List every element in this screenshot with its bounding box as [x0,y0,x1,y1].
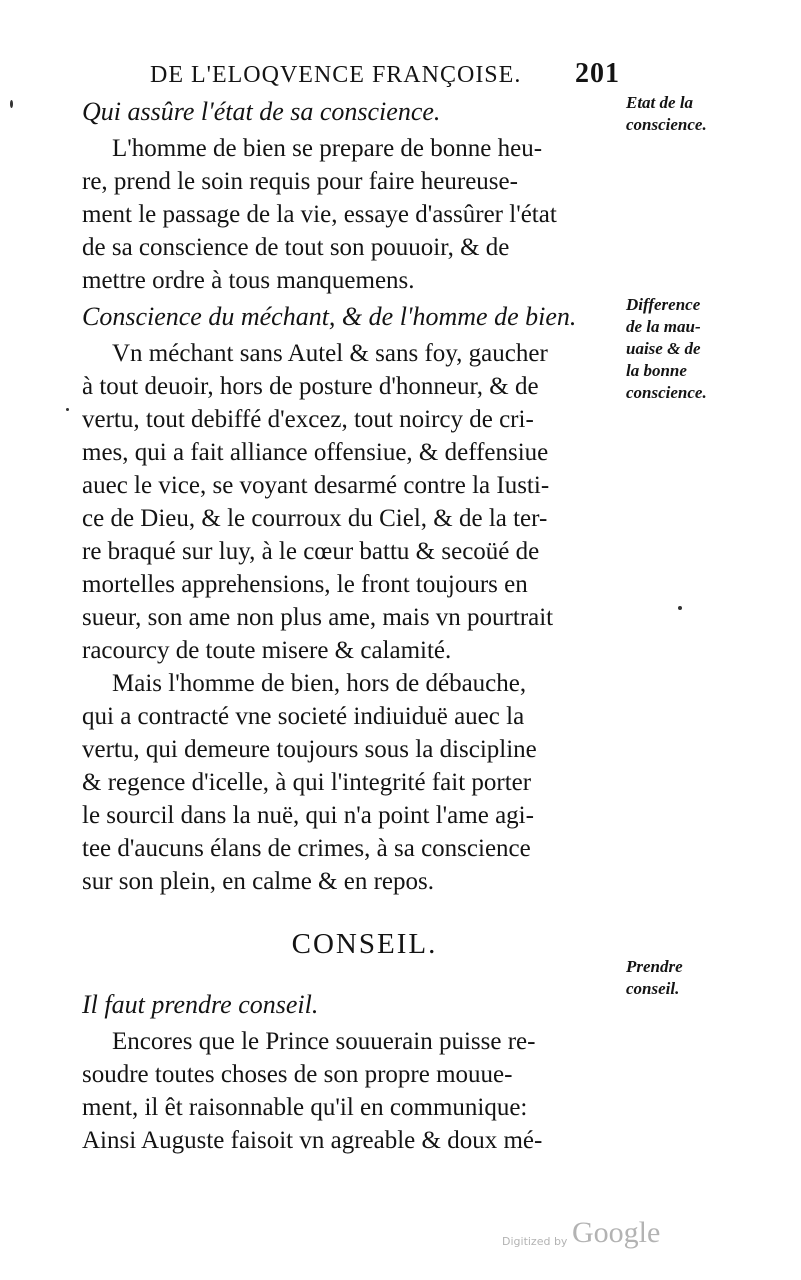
margin-note-line: uaise & de [626,339,701,358]
margin-note-line: Etat de la [626,93,694,112]
ink-speck [678,606,682,610]
watermark-caption: Digitized by [502,1235,568,1248]
text-line: vertu, qui demeure toujours sous la discipline [82,736,537,763]
margin-note [626,92,746,136]
text-line: re, prend le soin requis pour faire heureuse- [82,168,518,195]
ink-speck [66,408,69,411]
margin-note-line: de la mau- [626,317,701,336]
text-line: mettre ordre à tous manquemens. [82,267,415,294]
text-line: Ainsi Auguste faisoit vn agreable & doux mé- [82,1127,543,1154]
text-line: mortelles apprehensions, le front toujours en [82,571,528,598]
text-line: re braqué sur luy, à le cœur battu & secoüé de [82,538,540,565]
margin-note [626,294,746,404]
margin-note-line: Difference [626,295,701,314]
text-line: le sourcil dans la nuë, qui n'a point l'ame agi- [82,802,534,829]
text-line: ce de Dieu, & le courroux du Ciel, & de la ter- [82,505,548,532]
digitization-watermark [502,1216,682,1256]
margin-note-line: conscience. [626,383,707,402]
text-line: racourcy de toute misere & calamité. [82,637,452,664]
text-line: soudre toutes choses de son propre mouue- [82,1061,513,1088]
ink-speck [10,100,13,108]
text-line: Vn méchant sans Autel & sans foy, gaucher [112,340,548,367]
text-line: ment le passage de la vie, essaye d'assûrer l'état [82,201,557,228]
margin-note-line: la bonne [626,361,687,380]
text-line: Encores que le Prince souuerain puisse re- [112,1028,536,1055]
paragraph-title: Conscience du méchant, & de l'homme de bien. [82,302,577,331]
text-line: sur son plein, en calme & en repos. [82,868,434,895]
text-line: vertu, tout debiffé d'excez, tout noircy de cri- [82,406,534,433]
text-line: sueur, son ame non plus ame, mais vn pourtrait [82,604,554,631]
running-header [150,58,620,92]
section-heading: CONSEIL. [291,928,438,960]
text-line: ment, il êt raisonnable qu'il en communique: [82,1094,528,1121]
text-line: Mais l'homme de bien, hors de débauche, [112,670,527,697]
text-line: qui a contracté vne societé indiuiduë auec la [82,703,525,730]
text-line: tee d'aucuns élans de crimes, à sa conscience [82,835,531,862]
page-number: 201 [575,58,620,89]
text-line: à tout deuoir, hors de posture d'honneur, & de [82,373,539,400]
text-line: & regence d'icelle, à qui l'integrité fait porter [82,769,532,796]
text-line: de sa conscience de tout son pouuoir, & de [82,234,510,261]
running-title: DE L'ELOQVENCE FRANÇOISE. [150,62,522,88]
margin-note-line: Prendre [626,957,683,976]
google-logo: Google [572,1216,661,1249]
text-line: L'homme de bien se prepare de bonne heu- [112,135,543,162]
paragraph-title: Il faut prendre conseil. [82,990,319,1019]
text-line: auec le vice, se voyant desarmé contre la Iusti- [82,472,550,499]
margin-note-line: conseil. [626,979,680,998]
margin-note [626,956,746,1000]
text-line: mes, qui a fait alliance offensiue, & deffensiue [82,439,549,466]
margin-note-line: conscience. [626,115,707,134]
main-text [82,92,627,1157]
paragraph-title: Qui assûre l'état de sa conscience. [82,97,441,126]
